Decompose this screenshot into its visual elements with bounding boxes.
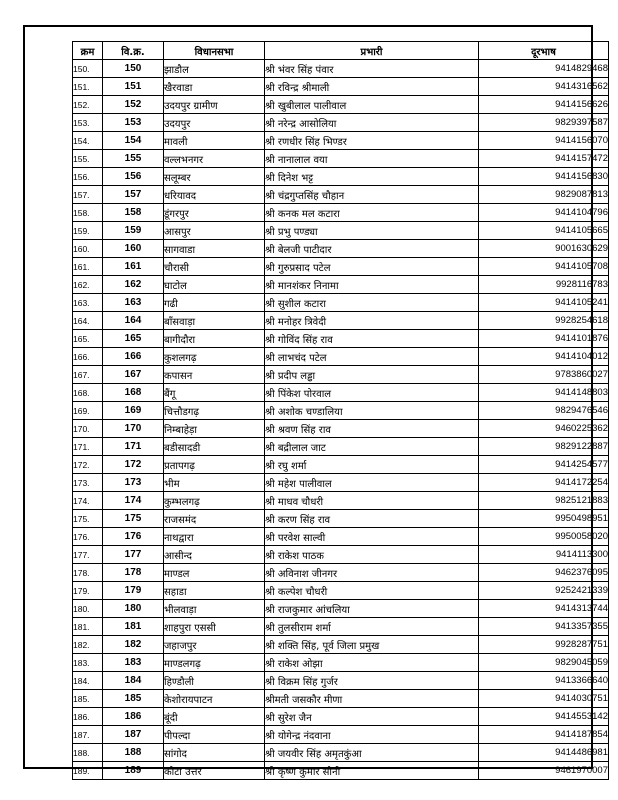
row-constituency: भीम <box>164 474 265 492</box>
row-constituency: खैरवाडा <box>164 78 265 96</box>
row-constituency: घाटोल <box>164 276 265 294</box>
row-serial: 165. <box>73 330 103 348</box>
row-incharge: श्री माधव चौधरी <box>265 492 479 510</box>
row-serial: 173. <box>73 474 103 492</box>
row-serial: 174. <box>73 492 103 510</box>
row-constituency-no: 158 <box>103 204 164 222</box>
row-phone: 9414313744 <box>479 600 609 618</box>
row-constituency: वल्लभनगर <box>164 150 265 168</box>
row-constituency-no: 151 <box>103 78 164 96</box>
table-row <box>73 708 609 726</box>
row-constituency: हिण्डौली <box>164 672 265 690</box>
row-constituency-no: 169 <box>103 402 164 420</box>
row-phone: 9414157472 <box>479 150 609 168</box>
row-incharge: श्री नरेन्द्र आसोलिया <box>265 114 479 132</box>
table-row <box>73 312 609 330</box>
row-phone: 9460225362 <box>479 420 609 438</box>
row-constituency: झाडौल <box>164 60 265 78</box>
row-serial: 180. <box>73 600 103 618</box>
row-constituency: आसीन्द <box>164 546 265 564</box>
row-constituency: बूंदी <box>164 708 265 726</box>
table-row <box>73 744 609 762</box>
row-incharge: श्री योगेन्द्र नंदवाना <box>265 726 479 744</box>
row-constituency: सागवाडा <box>164 240 265 258</box>
row-constituency-no: 176 <box>103 528 164 546</box>
row-incharge: श्री श्रवण सिंह राव <box>265 420 479 438</box>
row-serial: 158. <box>73 204 103 222</box>
row-incharge: श्री गुरुप्रसाद पटेल <box>265 258 479 276</box>
row-constituency: धरियावद <box>164 186 265 204</box>
row-incharge: श्री रणधीर सिंह भिण्डर <box>265 132 479 150</box>
row-serial: 168. <box>73 384 103 402</box>
row-phone: 9950498951 <box>479 510 609 528</box>
row-incharge: श्री तुलसीराम शर्मा <box>265 618 479 636</box>
table-row <box>73 384 609 402</box>
row-constituency-no: 188 <box>103 744 164 762</box>
table-row <box>73 78 609 96</box>
row-constituency-no: 154 <box>103 132 164 150</box>
row-incharge: श्री चंद्रगुप्तसिंह चौहान <box>265 186 479 204</box>
row-phone: 9414105241 <box>479 294 609 312</box>
row-phone: 9413366640 <box>479 672 609 690</box>
table-row <box>73 726 609 744</box>
row-constituency: चित्तौडगढ़ <box>164 402 265 420</box>
row-incharge: श्री महेश पालीवाल <box>265 474 479 492</box>
row-serial: 182. <box>73 636 103 654</box>
row-phone: 9414104796 <box>479 204 609 222</box>
row-incharge: श्री राकेश ओझा <box>265 654 479 672</box>
row-constituency-no: 189 <box>103 762 164 780</box>
row-phone: 9414156070 <box>479 132 609 150</box>
row-constituency-no: 186 <box>103 708 164 726</box>
row-constituency-no: 182 <box>103 636 164 654</box>
row-constituency: माण्डलगढ़ <box>164 654 265 672</box>
row-constituency: सहाडा <box>164 582 265 600</box>
header-phone: दूरभाष <box>479 42 609 60</box>
row-constituency: उदयपुर <box>164 114 265 132</box>
table-row <box>73 294 609 312</box>
row-serial: 166. <box>73 348 103 366</box>
row-phone: 9928254618 <box>479 312 609 330</box>
row-serial: 181. <box>73 618 103 636</box>
row-phone: 9829087813 <box>479 186 609 204</box>
table-row <box>73 348 609 366</box>
row-phone: 9414316562 <box>479 78 609 96</box>
row-phone: 9414148803 <box>479 384 609 402</box>
row-serial: 189. <box>73 762 103 780</box>
table-row <box>73 546 609 564</box>
row-phone: 9414030751 <box>479 690 609 708</box>
row-incharge: श्री करण सिंह राव <box>265 510 479 528</box>
row-serial: 160. <box>73 240 103 258</box>
row-serial: 177. <box>73 546 103 564</box>
row-phone: 9829397587 <box>479 114 609 132</box>
row-incharge: श्री लाभचंद पटेल <box>265 348 479 366</box>
row-constituency-no: 157 <box>103 186 164 204</box>
row-serial: 170. <box>73 420 103 438</box>
row-incharge: श्री खुबीलाल पालीवाल <box>265 96 479 114</box>
row-phone: 9252421339 <box>479 582 609 600</box>
row-phone: 9414101876 <box>479 330 609 348</box>
row-serial: 167. <box>73 366 103 384</box>
row-serial: 169. <box>73 402 103 420</box>
row-constituency: जहाजपुर <box>164 636 265 654</box>
row-serial: 151. <box>73 78 103 96</box>
row-phone: 9414187854 <box>479 726 609 744</box>
row-incharge: श्री दिनेश भट्ट <box>265 168 479 186</box>
row-constituency: प्रतापगढ़ <box>164 456 265 474</box>
table-row <box>73 564 609 582</box>
row-phone: 9829122887 <box>479 438 609 456</box>
row-constituency: केशोरायपाटन <box>164 690 265 708</box>
row-phone: 9829476546 <box>479 402 609 420</box>
row-incharge: श्री बद्रीलाल जाट <box>265 438 479 456</box>
row-serial: 152. <box>73 96 103 114</box>
row-constituency-no: 181 <box>103 618 164 636</box>
row-constituency-no: 184 <box>103 672 164 690</box>
row-constituency-no: 161 <box>103 258 164 276</box>
row-serial: 176. <box>73 528 103 546</box>
row-phone: 9950058020 <box>479 528 609 546</box>
row-incharge: श्री गोविंद सिंह राव <box>265 330 479 348</box>
row-serial: 179. <box>73 582 103 600</box>
row-constituency-no: 180 <box>103 600 164 618</box>
row-constituency-no: 166 <box>103 348 164 366</box>
row-constituency: कुम्भलगढ़ <box>164 492 265 510</box>
row-serial: 187. <box>73 726 103 744</box>
row-constituency: बागीदौरा <box>164 330 265 348</box>
table-row <box>73 366 609 384</box>
row-serial: 153. <box>73 114 103 132</box>
row-constituency-no: 170 <box>103 420 164 438</box>
row-serial: 178. <box>73 564 103 582</box>
row-constituency-no: 175 <box>103 510 164 528</box>
row-incharge: श्री रघु शर्मा <box>265 456 479 474</box>
table-row <box>73 600 609 618</box>
table-row <box>73 96 609 114</box>
row-constituency-no: 156 <box>103 168 164 186</box>
header-incharge: प्रभारी <box>265 42 479 60</box>
table-header-row <box>73 42 609 60</box>
row-phone: 9414104012 <box>479 348 609 366</box>
row-constituency-no: 162 <box>103 276 164 294</box>
row-constituency: सांगोद <box>164 744 265 762</box>
row-incharge: श्री पिंकेश पोरवाल <box>265 384 479 402</box>
row-incharge: श्री सुरेश जैन <box>265 708 479 726</box>
row-incharge: श्री प्रभु पण्ड्या <box>265 222 479 240</box>
row-serial: 171. <box>73 438 103 456</box>
row-incharge: श्री मानशंकर निनामा <box>265 276 479 294</box>
row-constituency-no: 178 <box>103 564 164 582</box>
row-serial: 157. <box>73 186 103 204</box>
table-row <box>73 528 609 546</box>
table-row <box>73 582 609 600</box>
table-row <box>73 222 609 240</box>
table-row <box>73 168 609 186</box>
row-constituency: उदयपुर ग्रामीण <box>164 96 265 114</box>
row-incharge: श्री शक्ति सिंह, पूर्व जिला प्रमुख <box>265 636 479 654</box>
row-constituency-no: 150 <box>103 60 164 78</box>
row-constituency-no: 153 <box>103 114 164 132</box>
row-phone: 9414113300 <box>479 546 609 564</box>
row-phone: 9414105708 <box>479 258 609 276</box>
row-constituency: निम्बाहेड़ा <box>164 420 265 438</box>
row-incharge: श्री बेलजी पाटीदार <box>265 240 479 258</box>
row-incharge: श्री भंवर सिंह पंवार <box>265 60 479 78</box>
row-serial: 186. <box>73 708 103 726</box>
row-incharge: श्री रविन्द्र श्रीमाली <box>265 78 479 96</box>
row-constituency-no: 185 <box>103 690 164 708</box>
table-row <box>73 618 609 636</box>
row-constituency: कपासन <box>164 366 265 384</box>
row-incharge: श्री परवेश साल्वी <box>265 528 479 546</box>
table-row <box>73 240 609 258</box>
row-serial: 150. <box>73 60 103 78</box>
row-constituency: डूंगरपुर <box>164 204 265 222</box>
incharge-table <box>72 41 609 780</box>
header-constituency-no: वि.क्र. <box>103 42 164 60</box>
row-constituency: चौरासी <box>164 258 265 276</box>
row-phone: 9413357355 <box>479 618 609 636</box>
row-serial: 185. <box>73 690 103 708</box>
row-phone: 9414829468 <box>479 60 609 78</box>
table-row <box>73 204 609 222</box>
row-phone: 9825121883 <box>479 492 609 510</box>
table-row <box>73 150 609 168</box>
row-constituency: कोटा उत्तर <box>164 762 265 780</box>
row-constituency-no: 152 <box>103 96 164 114</box>
row-phone: 9414486981 <box>479 744 609 762</box>
row-serial: 162. <box>73 276 103 294</box>
row-serial: 172. <box>73 456 103 474</box>
row-constituency: माण्डल <box>164 564 265 582</box>
table-row <box>73 492 609 510</box>
row-incharge: श्री कनक मल कटारा <box>265 204 479 222</box>
row-serial: 154. <box>73 132 103 150</box>
table-row <box>73 654 609 672</box>
row-incharge: श्री अशोक चण्डालिया <box>265 402 479 420</box>
header-constituency: विधानसभा <box>164 42 265 60</box>
table-row <box>73 762 609 780</box>
row-serial: 164. <box>73 312 103 330</box>
row-constituency: सलूम्बर <box>164 168 265 186</box>
row-phone: 9001630629 <box>479 240 609 258</box>
row-incharge: श्री कृष्ण कुमार सोनी <box>265 762 479 780</box>
row-phone: 9928116783 <box>479 276 609 294</box>
row-serial: 163. <box>73 294 103 312</box>
row-phone: 9829045059 <box>479 654 609 672</box>
row-serial: 161. <box>73 258 103 276</box>
table-body <box>73 60 609 780</box>
row-phone: 9414105665 <box>479 222 609 240</box>
table-row <box>73 438 609 456</box>
row-incharge: श्री नानालाल वया <box>265 150 479 168</box>
row-constituency-no: 177 <box>103 546 164 564</box>
table-row <box>73 258 609 276</box>
row-constituency-no: 165 <box>103 330 164 348</box>
row-incharge: श्री अविनाश जीनगर <box>265 564 479 582</box>
row-phone: 9461970007 <box>479 762 609 780</box>
row-incharge: श्री जयवीर सिंह अमृतकुंआ <box>265 744 479 762</box>
row-constituency: राजसमंद <box>164 510 265 528</box>
row-constituency-no: 163 <box>103 294 164 312</box>
row-constituency-no: 160 <box>103 240 164 258</box>
row-constituency-no: 164 <box>103 312 164 330</box>
table-row <box>73 60 609 78</box>
row-constituency-no: 183 <box>103 654 164 672</box>
row-constituency-no: 179 <box>103 582 164 600</box>
row-constituency-no: 174 <box>103 492 164 510</box>
row-constituency: गढी <box>164 294 265 312</box>
table-row <box>73 276 609 294</box>
row-incharge: श्रीमती जसकौर मीणा <box>265 690 479 708</box>
row-constituency: शाहपुरा एससी <box>164 618 265 636</box>
row-incharge: श्री मनोहर त्रिवेदी <box>265 312 479 330</box>
row-constituency-no: 187 <box>103 726 164 744</box>
row-constituency-no: 167 <box>103 366 164 384</box>
table-row <box>73 132 609 150</box>
row-phone: 9414553142 <box>479 708 609 726</box>
row-constituency: आसपुर <box>164 222 265 240</box>
row-serial: 156. <box>73 168 103 186</box>
table-row <box>73 690 609 708</box>
row-constituency: पीपल्दा <box>164 726 265 744</box>
row-phone: 9928287751 <box>479 636 609 654</box>
table-row <box>73 186 609 204</box>
row-incharge: श्री प्रदीप लड्ढा <box>265 366 479 384</box>
row-constituency: नाथद्वारा <box>164 528 265 546</box>
row-constituency-no: 155 <box>103 150 164 168</box>
row-incharge: श्री राजकुमार आंचलिया <box>265 600 479 618</box>
row-phone: 9414156830 <box>479 168 609 186</box>
row-serial: 188. <box>73 744 103 762</box>
row-constituency: बाँसवाड़ा <box>164 312 265 330</box>
table-row <box>73 672 609 690</box>
row-phone: 9462376095 <box>479 564 609 582</box>
table-row <box>73 510 609 528</box>
row-constituency: भीलवाड़ा <box>164 600 265 618</box>
table-row <box>73 420 609 438</box>
row-constituency-no: 168 <box>103 384 164 402</box>
row-phone: 9414172254 <box>479 474 609 492</box>
row-constituency-no: 173 <box>103 474 164 492</box>
row-serial: 183. <box>73 654 103 672</box>
row-phone: 9414254577 <box>479 456 609 474</box>
row-incharge: श्री राकेश पाठक <box>265 546 479 564</box>
row-incharge: श्री सुशील कटारा <box>265 294 479 312</box>
row-constituency: बडीसादडी <box>164 438 265 456</box>
row-phone: 9414156626 <box>479 96 609 114</box>
table-row <box>73 636 609 654</box>
row-phone: 9783860027 <box>479 366 609 384</box>
row-serial: 155. <box>73 150 103 168</box>
table-row <box>73 114 609 132</box>
table-row <box>73 330 609 348</box>
row-constituency: बैंगू <box>164 384 265 402</box>
row-incharge: श्री कल्पेश चौधरी <box>265 582 479 600</box>
row-constituency-no: 171 <box>103 438 164 456</box>
row-constituency-no: 159 <box>103 222 164 240</box>
table-row <box>73 474 609 492</box>
row-constituency: कुशलगढ़ <box>164 348 265 366</box>
row-serial: 175. <box>73 510 103 528</box>
row-serial: 159. <box>73 222 103 240</box>
table-row <box>73 402 609 420</box>
header-serial: क्रम <box>73 42 103 60</box>
row-constituency-no: 172 <box>103 456 164 474</box>
table-row <box>73 456 609 474</box>
row-serial: 184. <box>73 672 103 690</box>
row-constituency: मावली <box>164 132 265 150</box>
row-incharge: श्री विक्रम सिंह गुर्जर <box>265 672 479 690</box>
